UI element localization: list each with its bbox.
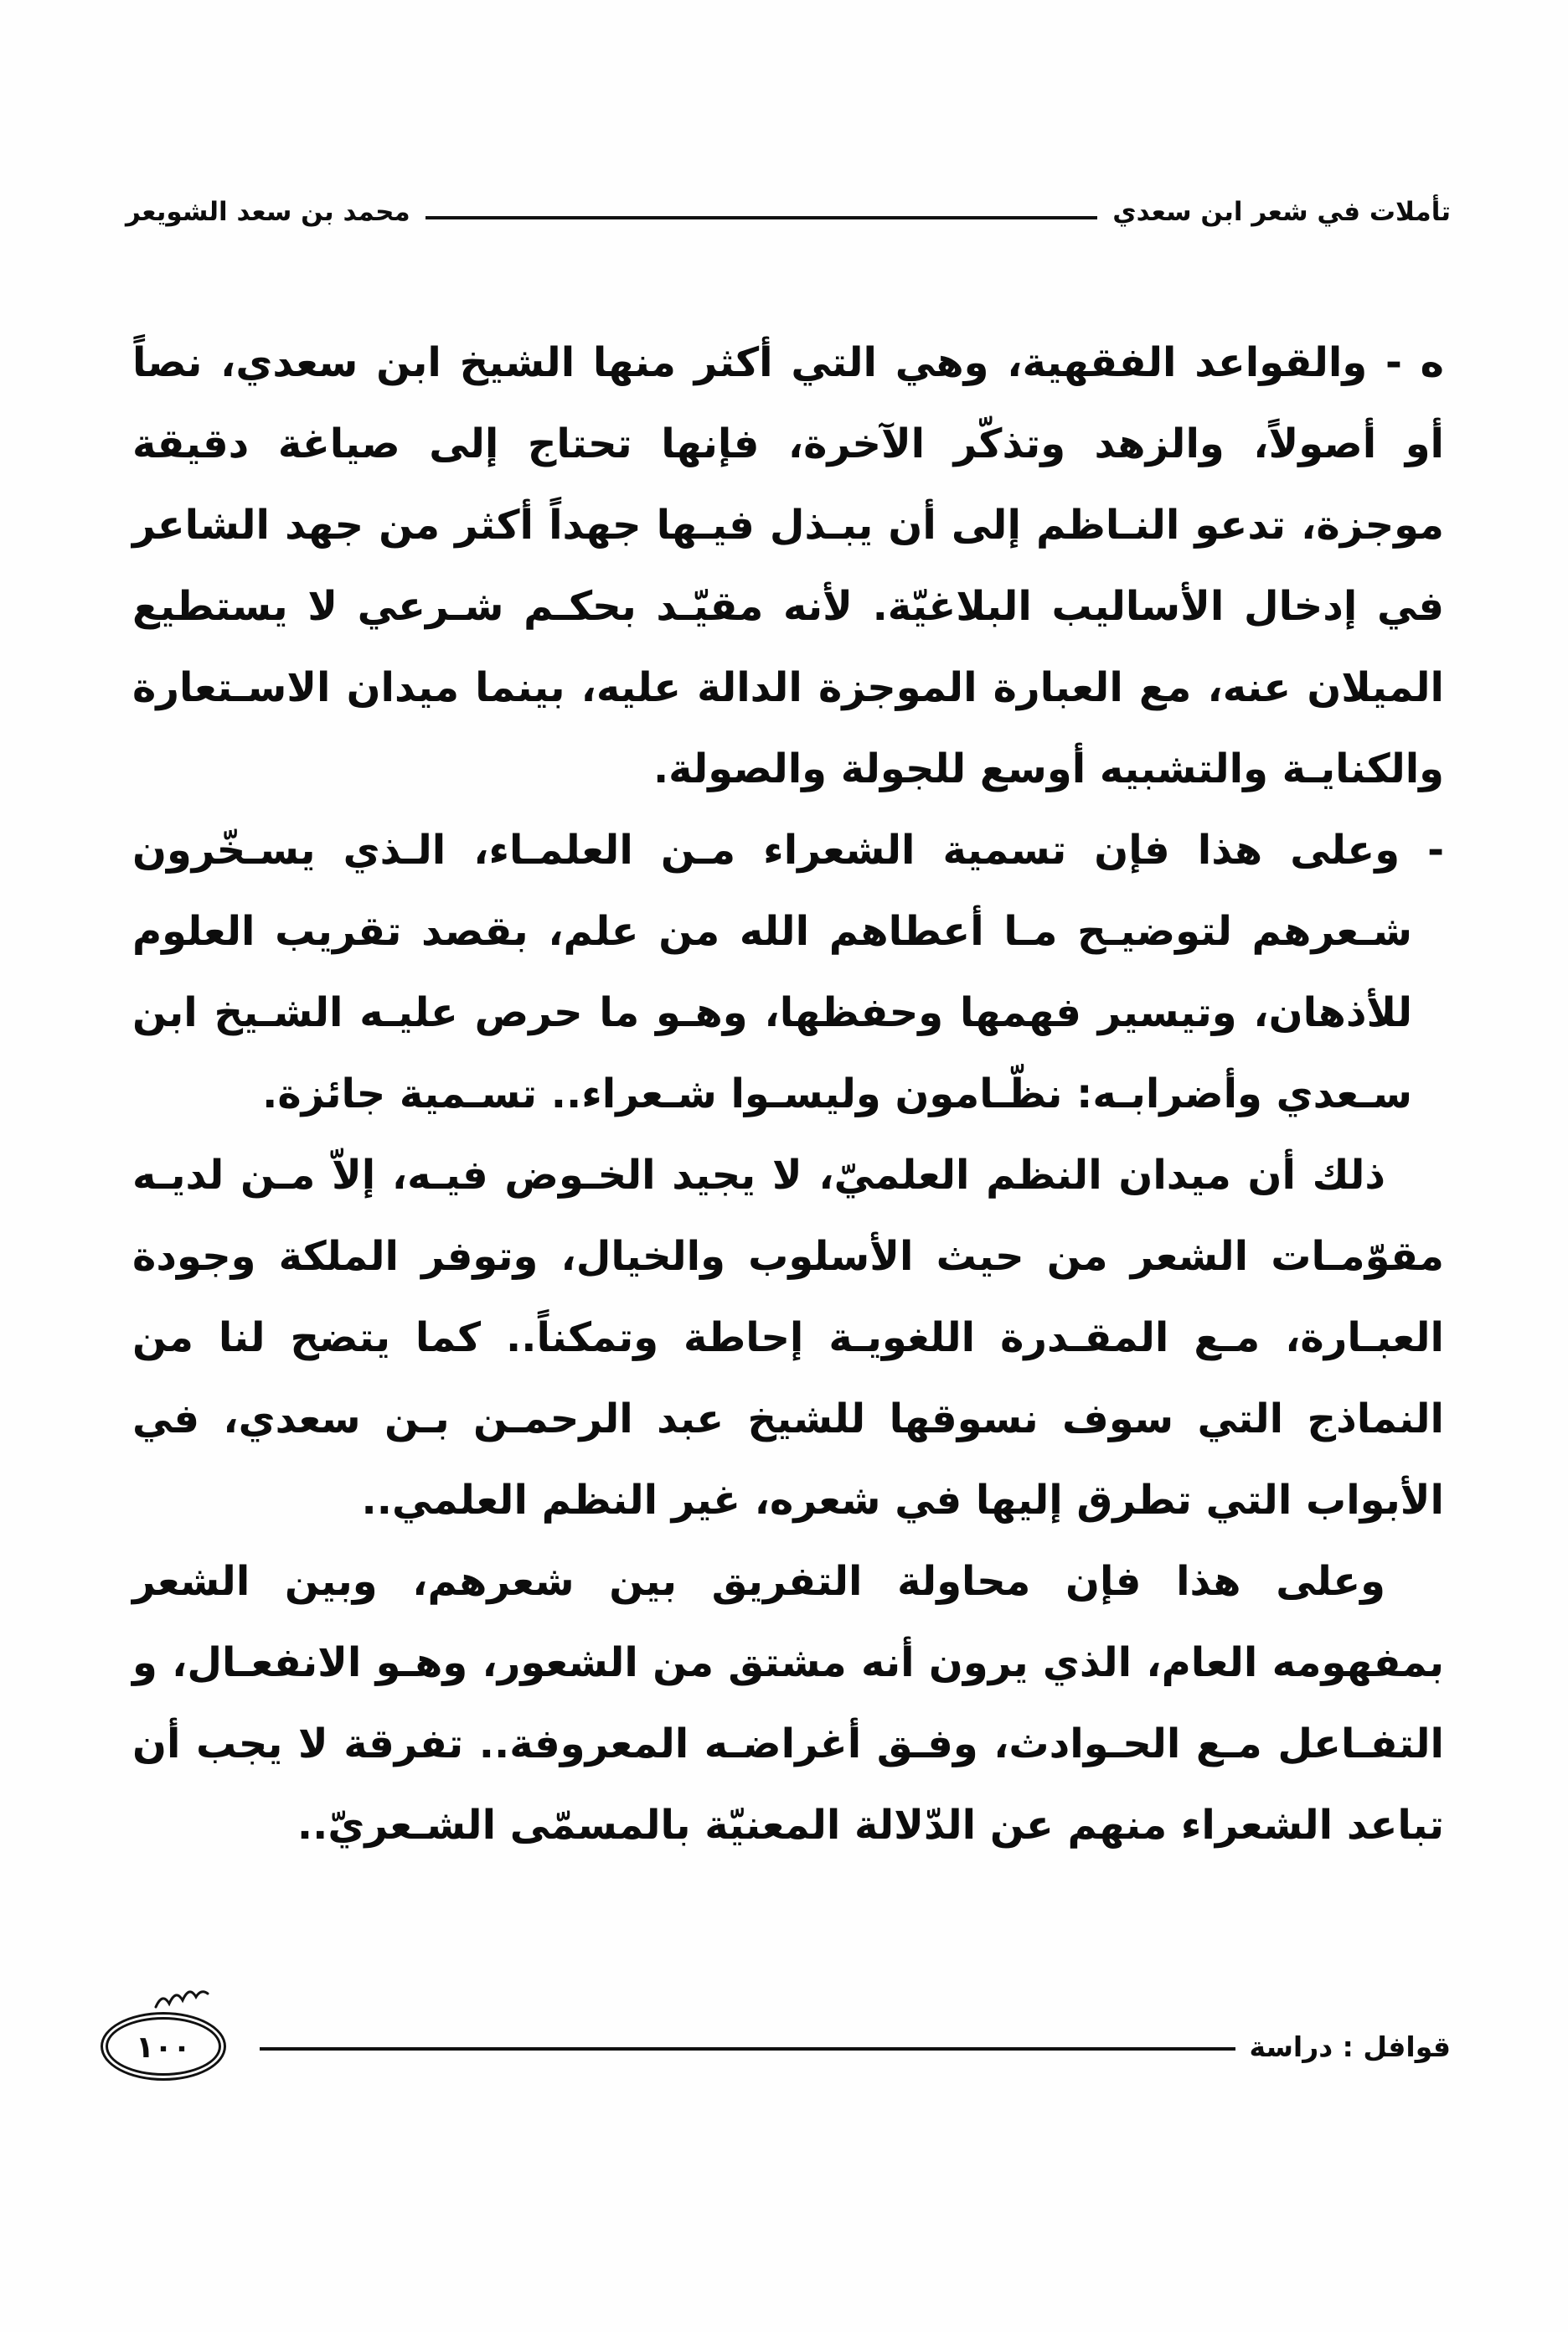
page-number: ١٠٠ — [136, 2030, 191, 2065]
page-footer — [101, 2012, 1451, 2081]
paragraph-4: وعلى هذا فإن محاولة التفريق بين شعرهم، وبين الشعر بمفهومه العام، الذي يرون أنه مشتق من الشعور، وهـو الانفعـال، و التفـاعل مـع الحـوادث، وفـق أغراضـه المعروفة.. تفرقة لا يجب أن تباعد الشعراء منهم عن الدّلالة المعنيّة بالمسمّى الشـعريّ.. — [132, 1558, 1444, 1849]
paragraph-2: - وعلى هذا فإن تسمية الشعراء مـن العلمـاء، الـذي يسـخّرون شـعرهم لتوضيـح مـا أعطاهم الله من علم، بقصد تقريب العلوم للأذهان، وتيسير فهمها وحفظها، وهـو ما حرص عليـه الشـيخ ابن سـعدي وأضرابـه: نظّـامون وليسـوا شـعراء.. تسـمية جائزة. — [132, 827, 1444, 1117]
page-number-oval-inner — [106, 2017, 221, 2076]
footer-rule-line — [260, 2047, 1235, 2051]
header-author: محمد بن سعد الشويعر — [126, 197, 410, 227]
footer-label: قوافل : دراسة — [1249, 2030, 1451, 2063]
flourish-icon — [152, 1990, 211, 2012]
page-header — [126, 197, 1451, 227]
header-rule-line — [426, 216, 1098, 219]
header-title: تأملات في شعر ابن سعدي — [1112, 197, 1451, 227]
page-body — [132, 322, 1444, 1866]
page-number-badge — [101, 2012, 226, 2081]
paragraph-1: ه - والقواعد الفقهية، وهي التي أكثر منها الشيخ ابن سعدي، نصاً أو أصولاً، والزهد وتذكّر الآخرة، فإنها تحتاج إلى صياغة دقيقة موجزة، تدعو النـاظم إلى أن يبـذل فيـها جهداً أكثر من جهد الشاعر في إدخال الأساليب البلاغيّة. لأنه مقيّـد بحكـم شـرعي لا يستطيع الميلان عنه، مع العبارة الموجزة الدالة عليه، بينما ميدان الاسـتعارة والكنايـة والتشبيه أوسع للجولة والصولة. — [132, 339, 1444, 792]
paragraph-3: ذلك أن ميدان النظم العلميّ، لا يجيد الخـوض فيـه، إلاّ مـن لديـه مقوّمـات الشعر من حيث الأسلوب والخيال، وتوفر الملكة وجودة العبـارة، مـع المقـدرة اللغويـة إحاطة وتمكناً.. كما يتضح لنا من النماذج التي سوف نسوقها للشيخ عبد الرحمـن بـن سعدي، في الأبواب التي تطرق إليها في شعره، غير النظم العلمي.. — [132, 1152, 1444, 1524]
